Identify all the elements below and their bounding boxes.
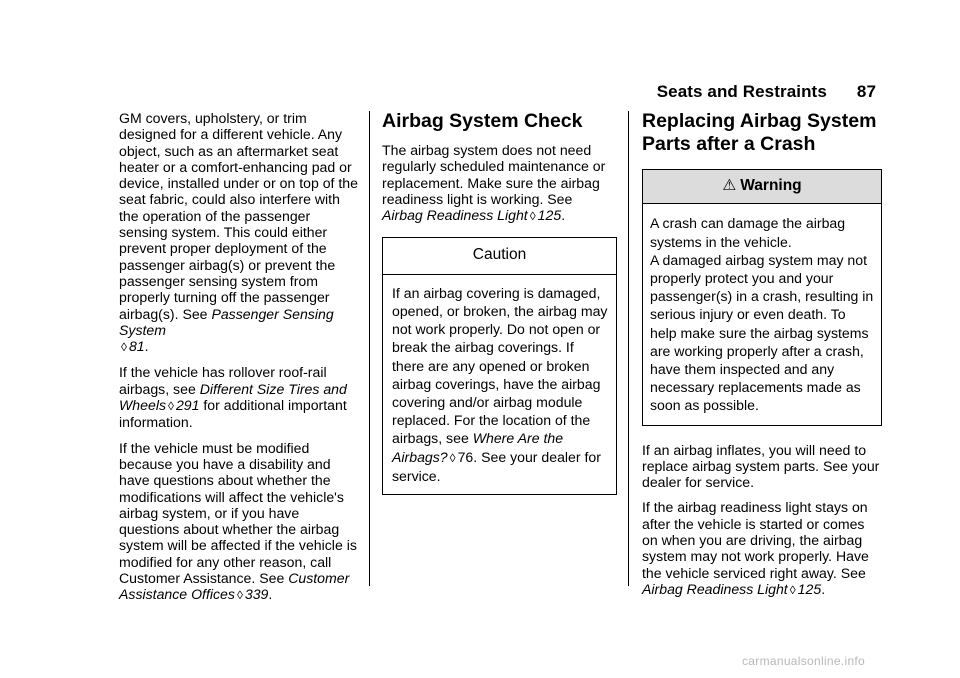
watermark: carmanualsonline.info (742, 654, 866, 668)
page-ref-number[interactable]: 125 (797, 580, 822, 597)
caution-text: . See your dealer for service. (392, 448, 601, 484)
cross-reference-link[interactable]: Passenger Sensing System (119, 305, 334, 338)
paragraph-text: If the vehicle has rollover roof-rail airbags, see (119, 364, 327, 397)
paragraph (119, 440, 359, 604)
punctuation: . (144, 338, 149, 355)
page-ref-icon: ◊ (789, 582, 796, 597)
section-heading: Replacing Airbag System Parts after a Crash (642, 110, 877, 155)
page-ref-icon: ◊ (449, 450, 456, 465)
cross-reference-link[interactable]: Different Size Tires and Wheels (119, 380, 347, 414)
paragraph-text: If the vehicle must be modified because you have a disability and have questions about whether the modifications will affect the vehicle's airbag system, or if you have questions about whether the airbag system will be affected if the vehicle is modified for any other reason, call Customer Assistance. See (119, 439, 357, 587)
column-right (642, 110, 882, 607)
section-title: Seats and Restraints (656, 82, 827, 101)
column-divider (369, 111, 370, 586)
page-ref-number[interactable]: 339 (244, 586, 269, 603)
page-ref-icon: ◊ (529, 209, 536, 224)
section-heading: Airbag System Check (382, 110, 583, 132)
caution-text: If an airbag covering is damaged, opened, or broken, the airbag may not work properly. Do not open or break the airbag coverings. If there are any opened or broken airbag coverings, have the airbag covering and/or airbag module replaced. For the location of the airbags, see (392, 284, 608, 447)
column-divider (628, 111, 629, 586)
page-number: 87 (856, 82, 876, 101)
paragraph-text: for additional important information. (119, 397, 347, 431)
paragraph-text: GM covers, upholstery, or trim designed for a different vehicle. Any object, such as an aftermarket seat heater or a comfort-enhancing pad or device, installed under or on top of the seat fabric, could also interfere with the operation of the passenger sensing system. This could either prevent proper deployment of the passenger airbag(s) or prevent the passenger sensing system from properly turning off the passenger airbag(s). See (119, 110, 358, 322)
caution-body (383, 275, 616, 494)
warning-box (642, 169, 882, 426)
paragraph-text: The airbag system does not need regularly scheduled maintenance or replacement. Make sure the airbag readiness light is working. See (382, 142, 606, 207)
paragraph (642, 499, 882, 598)
page-ref-number[interactable]: 81 (128, 338, 145, 355)
punctuation: . (268, 586, 273, 603)
warning-title: Warning (740, 177, 802, 194)
paragraph (119, 364, 359, 430)
warning-text: A crash can damage the airbag systems in the vehicle. (650, 215, 846, 250)
page-ref-number[interactable]: 125 (537, 207, 562, 224)
paragraph: If an airbag inflates, you will need to replace airbag system parts. See your dealer for service. (642, 441, 880, 491)
warning-header (643, 170, 881, 204)
paragraph (119, 110, 359, 355)
cross-reference-link[interactable]: Customer Assistance Offices (119, 570, 350, 603)
page-ref-number[interactable]: 76 (457, 448, 474, 465)
column-left (119, 110, 359, 613)
caution-box (382, 237, 617, 495)
paragraph (382, 142, 617, 224)
page-ref-number[interactable]: 291 (175, 397, 200, 414)
column-middle (382, 110, 617, 508)
cross-reference-link[interactable]: Airbag Readiness Light (642, 580, 788, 597)
punctuation: . (821, 580, 826, 597)
cross-reference-link[interactable]: Where Are the Airbags? (392, 430, 564, 465)
paragraph-text: If the airbag readiness light stays on after the vehicle is started or comes on when you are driving, the airbag system may not work properly. Have the vehicle serviced right away. See (642, 499, 869, 581)
caution-title: Caution (383, 238, 616, 274)
warning-icon: ⚠ (722, 177, 737, 194)
warning-body (643, 204, 881, 424)
cross-reference-link[interactable]: Airbag Readiness Light (382, 207, 528, 224)
page-header (657, 82, 876, 102)
warning-text: A damaged airbag system may not properly protect you and your passenger(s) in a crash, resulting in serious injury or even death. To help make sure the airbag systems are working properly after a crash, have them inspected and any necessary replacements made as soon as possible. (650, 251, 874, 414)
page-ref-icon: ◊ (168, 399, 174, 414)
punctuation: . (561, 207, 566, 224)
page-ref-icon: ◊ (236, 588, 243, 603)
page-ref-icon: ◊ (121, 340, 127, 355)
